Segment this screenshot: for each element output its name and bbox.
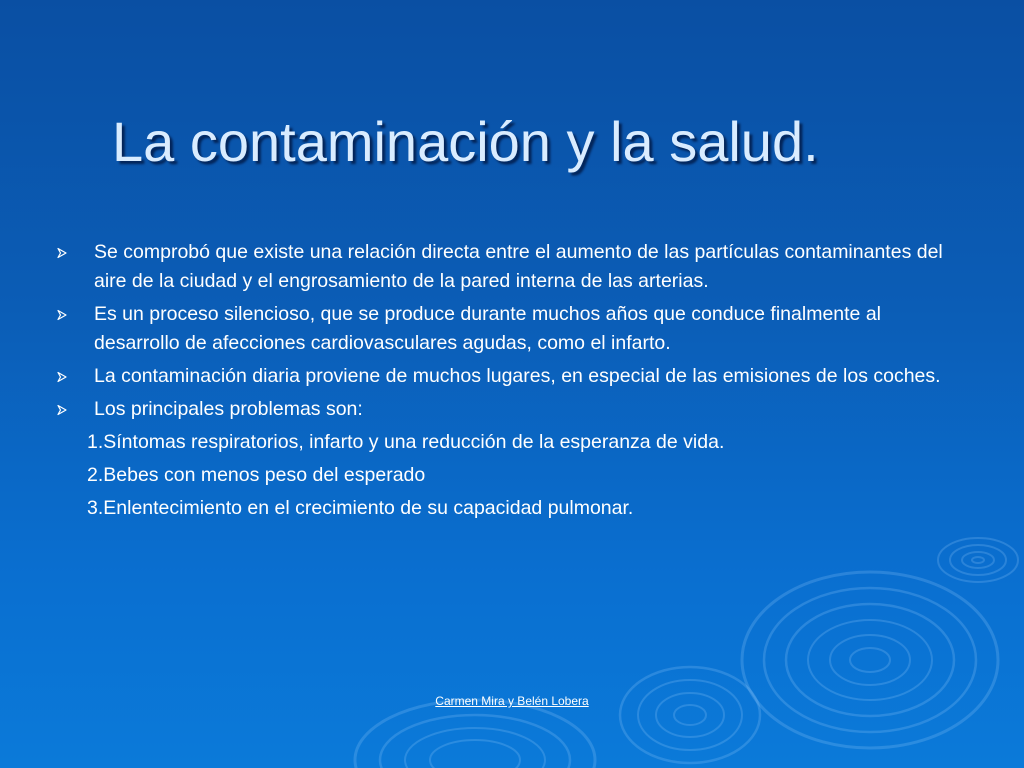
- list-item: [56, 395, 946, 424]
- numbered-item: 3.Enlentecimiento en el crecimiento de su capacidad pulmonar.: [87, 497, 634, 519]
- bullet-text: La contaminación diaria proviene de muchos lugares, en especial de las emisiones de los coches.: [94, 365, 941, 387]
- arrowhead-icon: [56, 404, 68, 416]
- bullet-text: Es un proceso silencioso, que se produce durante muchos años que conduce finalmente al desarrollo de afecciones cardiovasculares agudas, como el infarto.: [94, 303, 881, 354]
- list-item: [56, 238, 946, 296]
- bullet-text: Se comprobó que existe una relación directa entre el aumento de las partículas contaminantes del aire de la ciudad y el engrosamiento de la pared interna de las arterias.: [94, 241, 943, 292]
- numbered-item: 1.Síntomas respiratorios, infarto y una reducción de la esperanza de vida.: [87, 431, 725, 453]
- numbered-list: [56, 428, 946, 523]
- slide-title: La contaminación y la salud.: [112, 110, 819, 173]
- bullet-list: [56, 238, 946, 424]
- arrowhead-icon: [56, 247, 68, 259]
- list-item: [56, 362, 946, 391]
- arrowhead-icon: [56, 309, 68, 321]
- bullet-text: Los principales problemas son:: [94, 398, 363, 420]
- numbered-item: 2.Bebes con menos peso del esperado: [87, 464, 426, 486]
- slide-footer: [0, 694, 1024, 708]
- list-item: [56, 300, 946, 358]
- author-credit: Carmen Mira y Belén Lobera: [435, 694, 589, 708]
- arrowhead-icon: [56, 371, 68, 383]
- slide-body: [56, 238, 946, 527]
